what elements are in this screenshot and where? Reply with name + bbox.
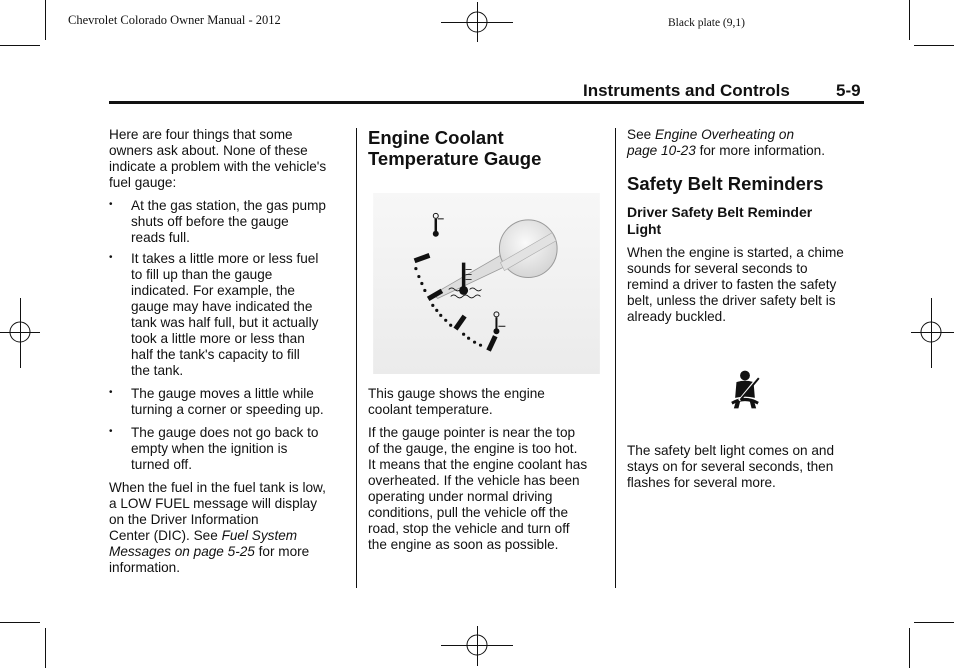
fuel-system-link[interactable]: Messages on page 5-25: [109, 544, 255, 559]
registration-mark-left: [0, 298, 40, 368]
bullet-icon: •: [109, 199, 113, 210]
registration-mark-right: [911, 298, 954, 368]
bullet-item: It takes a little more or less fuel to fill up than the gauge indicated. For example, the gauge may have indicated the tank was half full, but it actually took a little more or less than half the tank's capacity to fill the tank.: [131, 251, 319, 378]
column-divider: [356, 128, 357, 588]
chime-paragraph: When the engine is started, a chime sounds for several seconds to remind a driver to fasten the safety belt, unless the driver safety belt is already buckled.: [627, 245, 844, 324]
driver-belt-subheading: Driver Safety Belt Reminder Light: [627, 204, 813, 237]
plate-label: Black plate (9,1): [668, 17, 745, 29]
coolant-gauge-illustration: [373, 193, 600, 374]
bullet-item: At the gas station, the gas pump shuts off before the gauge reads full.: [131, 198, 326, 245]
overheating-reference: See Engine Overheating on page 10-23 for more information.: [627, 127, 825, 158]
registration-mark-bottom: [441, 626, 513, 666]
manual-title: Chevrolet Colorado Owner Manual - 2012: [68, 13, 281, 27]
coolant-gauge-heading: Engine Coolant Temperature Gauge: [368, 127, 542, 169]
gauge-description: This gauge shows the engine coolant temperature.: [368, 386, 545, 417]
belt-light-paragraph: The safety belt light comes on and stays on for several seconds, then flashes for several more.: [627, 443, 835, 490]
section-title: Instruments and Controls: [583, 81, 790, 100]
registration-mark-top: [441, 2, 513, 42]
overheat-paragraph: If the gauge pointer is near the top of the gauge, the engine is too hot. It means that the engine coolant has overheated. If the vehicle has been operating under normal driving conditions, pull the vehicle off the road, stop the vehicle and turn off the engine as soon as possible.: [368, 425, 588, 552]
low-fuel-paragraph: When the fuel in the fuel tank is low, a LOW FUEL message will display on the Driver Information Center (DIC). See Fuel System Messages on page 5-25 for more information.: [109, 480, 326, 575]
header-rule: [109, 101, 864, 104]
safety-belt-heading: Safety Belt Reminders: [627, 173, 824, 194]
bullet-icon: •: [109, 252, 113, 263]
bullet-icon: •: [109, 426, 113, 437]
bullet-icon: •: [109, 387, 113, 398]
bullet-item: The gauge does not go back to empty when the ignition is turned off.: [131, 425, 319, 472]
intro-paragraph: Here are four things that some owners ask about. None of these indicate a problem with the vehicle's fuel gauge:: [109, 127, 327, 190]
engine-overheating-link[interactable]: Engine Overheating on: [654, 127, 795, 142]
page-number: 5-9: [836, 81, 861, 100]
engine-overheating-link[interactable]: page 10-23: [627, 143, 696, 158]
fuel-system-link[interactable]: Fuel System: [221, 528, 298, 543]
seat-belt-icon: [722, 364, 768, 416]
column-divider: [615, 128, 616, 588]
bullet-item: The gauge moves a little while turning a corner or speeding up.: [131, 386, 324, 417]
